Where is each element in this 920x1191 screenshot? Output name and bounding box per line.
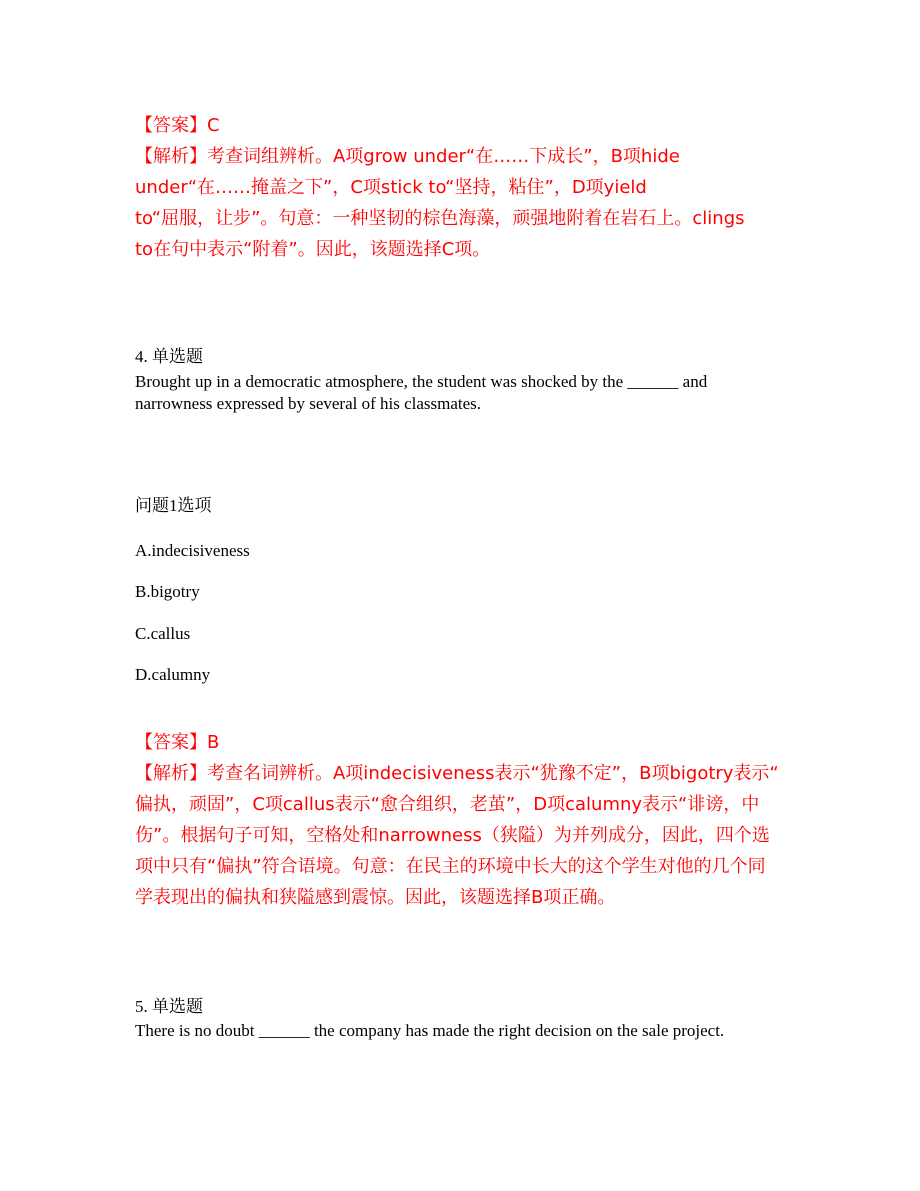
q3-analysis-line: under“在……掩盖之下”，C项stick to“坚持，粘住”，D项yield xyxy=(135,177,647,198)
q4-analysis xyxy=(135,758,779,913)
q4-answer xyxy=(135,727,219,758)
q3-analysis-line: 【解析】考查词组辨析。A项grow under“在……下成长”，B项hide xyxy=(135,146,680,167)
q5-stem xyxy=(135,1020,724,1042)
q4-option-b xyxy=(135,581,200,603)
q5-stem-line: There is no doubt ______ the company has made the right decision on the sale project. xyxy=(135,1021,725,1040)
q4-option-a xyxy=(135,540,250,562)
option-text: C.callus xyxy=(135,624,191,643)
q4-header-text: 4. 单选题 xyxy=(135,347,203,366)
q4-stem-line: Brought up in a democratic atmosphere, the student was shocked by the ______ and xyxy=(135,372,708,391)
q4-option-c xyxy=(135,623,190,645)
q3-answer-label: 【答案】C xyxy=(135,115,220,136)
q3-answer xyxy=(135,110,220,141)
q4-header xyxy=(135,346,203,368)
q4-options-label xyxy=(135,495,212,517)
q3-analysis-line: to“屈服，让步”。句意：一种坚韧的棕色海藻，顽强地附着在岩石上。clings xyxy=(135,208,745,229)
option-text: A.indecisiveness xyxy=(135,541,250,560)
q4-option-d xyxy=(135,664,210,686)
q5-header-text: 5. 单选题 xyxy=(135,997,203,1016)
q4-stem-line: narrowness expressed by several of his classmates. xyxy=(135,394,482,413)
q4-analysis-line: 学表现出的偏执和狭隘感到震惊。因此，该题选择B项正确。 xyxy=(135,887,616,908)
q4-analysis-line: 【解析】考查名词辨析。A项indecisiveness表示“犹豫不定”，B项bigotry表示“ xyxy=(135,763,779,784)
option-text: D.calumny xyxy=(135,665,211,684)
q4-answer-label: 【答案】B xyxy=(135,732,220,753)
option-text: B.bigotry xyxy=(135,582,200,601)
q4-options-label-text: 问题1选项 xyxy=(135,496,212,515)
q4-analysis-line: 伤”。根据句子可知，空格处和narrowness（狭隘）为并列成分，因此，四个选 xyxy=(135,825,770,846)
q3-analysis xyxy=(135,141,745,265)
q4-stem xyxy=(135,371,707,415)
q4-analysis-line: 项中只有“偏执”符合语境。句意：在民主的环境中长大的这个学生对他的几个同 xyxy=(135,856,766,877)
q5-header xyxy=(135,996,203,1018)
q4-analysis-line: 偏执，顽固”，C项callus表示“愈合组织，老茧”，D项calumny表示“诽谤，中 xyxy=(135,794,760,815)
q3-analysis-line: to在句中表示“附着”。因此，该题选择C项。 xyxy=(135,239,491,260)
